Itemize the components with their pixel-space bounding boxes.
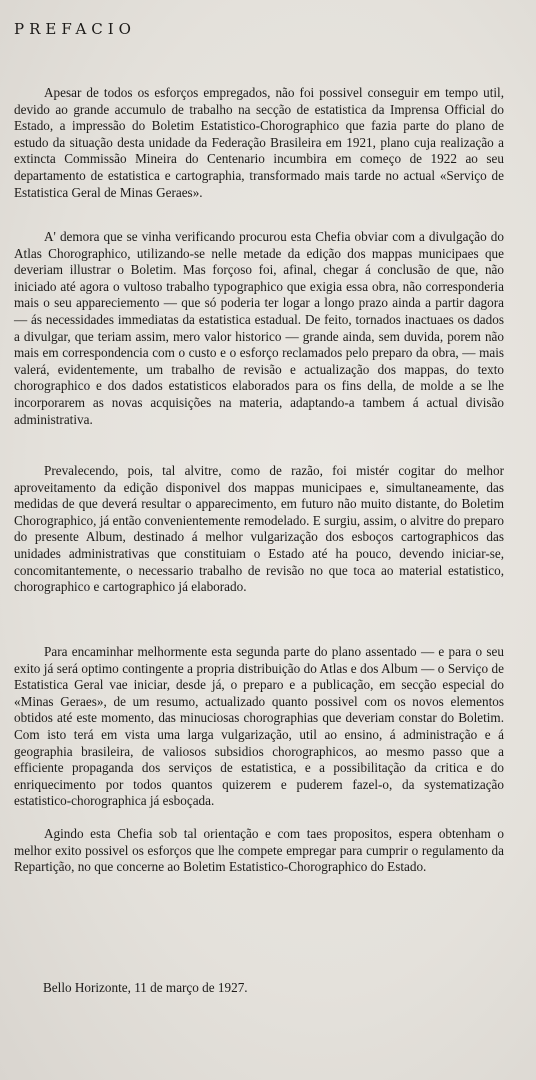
- paragraph-5: Agindo esta Chefia sob tal orientação e com taes propositos, espera obtenham o melhor exito possivel os esforços que lhe compete empregar para cumprir o regulamento da Repartição, no que concerne ao Boletim Estatistico-Chorographico do Estado.: [14, 826, 504, 875]
- place-date-line: Bello Horizonte, 11 de março de 1927.: [43, 980, 248, 995]
- paragraph-1: Apesar de todos os esforços empregados, não foi possivel conseguir em tempo util, devido ao grande accumulo de trabalho na secção de estatistica da Imprensa Official do Estado, a impressão do Boletim Estatistico-Chorographico que fazia parte do plano de estudo da situação desta unidade da Federação Brasileira em 1921, plano cuja realização a extincta Commissão Mineira do Centenario incumbira em começo de 1922 ao seu departamento de estatistica e cartographia, transformado mais tarde no actual «Serviço de Estatistica Geral de Minas Geraes».: [14, 85, 504, 200]
- paragraph-4: Para encaminhar melhormente esta segunda parte do plano assentado — e para o seu exito já será optimo contingente a propria distribuição do Atlas e dos Album — o Serviço de Estatistica Geral vae iniciar, desde já, o preparo e a publicação, em secção especial do «Minas Geraes», de um resumo, actualizado quanto possivel com os novos elementos obtidos até este momento, das minuciosas chorographias que deveriam constar do Boletim. Com isto terá em vista uma larga vulgarização, util ao ensino, á administração e á geographia brasileira, de valiosos subsidios chorographicos, ao mesmo passo que a efficiente propaganda dos serviços de estatistica, e a possibilitação da critica e do enriquecimento por todos quantos quizerem e puderem fazel-o, da systematização estatistico-chorographica já esboçada.: [14, 644, 504, 809]
- page-title: PREFACIO: [14, 20, 136, 38]
- paragraph-2: A' demora que se vinha verificando procurou esta Chefia obviar com a divulgação do Atlas Chorographico, utilizando-se nelle metade da edição dos mappas municipaes que deveriam illustrar o Boletim. Mas forçoso foi, afinal, chegar á conclusão de que, não iniciado até agora o vultoso trabalho typographico que exigia essa obra, não corresponderia mais o seu appareciemento — que só poderia ter logar a longo prazo ainda a partir dagora — ás necessidades immediatas da estatistica estadual. De feito, tornados inactuaes os dados a divulgar, que teriam assim, mero valor historico — grande ainda, sem duvida, porem não mais em correspondencia com o custo e o esforço reclamados pelo preparo da obra, — mais valerá, evidentemente, um trabalho de revisão e actualização dos mappas, do texto chorographico e dos dados estatisticos elaborados para os fins della, de molde a se lhe incorporarem as novas acquisições na materia, adaptando-a tambem á actual divisão administrativa.: [14, 229, 504, 427]
- paragraph-3: Prevalecendo, pois, tal alvitre, como de razão, foi mistér cogitar do melhor aproveitamento da edição disponivel dos mappas municipaes e, simultaneamente, das medidas de que deverá resultar o apparecimento, em futuro não muito distante, do Boletim Chorographico, já então convenientemente remodelado. E surgiu, assim, o alvitre do preparo do presente Album, destinado á melhor vulgarização dos esboços cartographicos das unidades administrativas que constituiam o Estado até ha pouco, devendo iniciar-se, concomitantemente, o necessario trabalho de revisão no que toca ao material estatistico, chorographico e cartographico já elaborado.: [14, 463, 504, 595]
